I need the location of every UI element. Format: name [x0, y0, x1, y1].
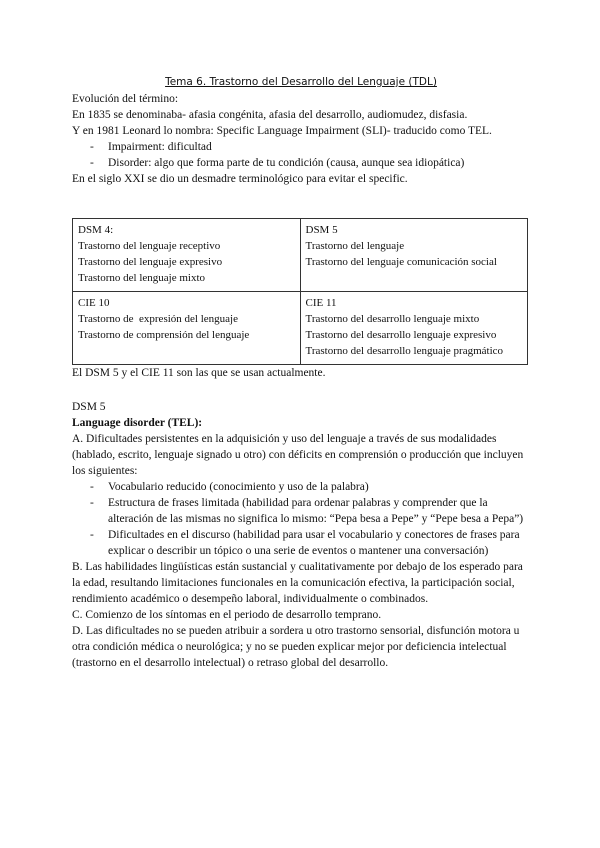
list-item: - Vocabulario reducido (conocimiento y uso de la palabra): [108, 479, 530, 495]
cell-title: DSM 4:: [78, 224, 114, 236]
criterion-c: C. Comienzo de los síntomas en el periodo de desarrollo temprano.: [72, 609, 382, 621]
document-page: [72, 74, 530, 671]
cell-line: Trastorno del lenguaje expresivo: [78, 256, 223, 268]
table-note: El DSM 5 y el CIE 11 son las que se usan actualmente.: [72, 367, 326, 379]
section-subheading: Language disorder (TEL):: [72, 417, 203, 429]
cell-line: Trastorno de expresión del lenguaje: [78, 313, 238, 325]
cell-title: CIE 10: [78, 297, 110, 309]
section-heading: DSM 5: [72, 401, 106, 413]
intro-line-3: En el siglo XXI se dio un desmadre terminológico para evitar el specific.: [72, 173, 408, 185]
cell-title: DSM 5: [305, 224, 338, 236]
table-cell-cie11: [300, 292, 528, 365]
cell-line: Trastorno del lenguaje comunicación social: [305, 256, 497, 268]
table-cell-dsm5: [300, 219, 528, 292]
cell-line: Trastorno del lenguaje mixto: [78, 272, 205, 284]
table-cell-cie10: [73, 292, 301, 365]
list-item: - Disorder: algo que forma parte de tu condición (causa, aunque sea idiopática): [108, 155, 530, 171]
intro-bullet-list: [72, 139, 530, 171]
intro-heading: Evolución del término:: [72, 93, 179, 105]
classification-table: [72, 218, 528, 365]
cell-line: Trastorno del desarrollo lenguaje mixto: [305, 313, 480, 325]
cell-line: Trastorno del lenguaje: [305, 240, 405, 252]
criterion-a-list: [72, 479, 530, 559]
criterion-b: B. Las habilidades lingüísticas están sustancial y cualitativamente por debajo de los esperado para la edad, resultando limitaciones funcionales en la comunicación efectiva, la participación social, rendimiento académico o desempeño laboral, individualmente o combinados.: [72, 561, 523, 605]
intro-line-2: Y en 1981 Leonard lo nombra: Specific Language Impairment (SLI)- traducido como TEL.: [72, 125, 492, 137]
list-item: - Estructura de frases limitada (habilidad para ordenar palabras y comprender que la alteración de las mismas no significa lo mismo: “Pepa besa a Pepe” y “Pepe besa a Pepa”): [108, 495, 530, 527]
cell-line: Trastorno del desarrollo lenguaje expresivo: [305, 329, 497, 341]
cell-line: Trastorno de comprensión del lenguaje: [78, 329, 250, 341]
criterion-a: A. Dificultades persistentes en la adquisición y uso del lenguaje a través de sus modalidades (hablado, escrito, lenguaje signado u otro) con déficits en comprensión o producción que incluyen los siguientes:: [72, 433, 524, 477]
list-item: - Impairment: dificultad: [108, 139, 530, 155]
list-item: - Dificultades en el discurso (habilidad para usar el vocabulario y conectores de frases para explicar o describir un tópico o una serie de eventos o mantener una conversación): [108, 527, 530, 559]
document-title: Tema 6. Trastorno del Desarrollo del Lenguaje (TDL): [165, 76, 437, 88]
cell-title: CIE 11: [305, 297, 337, 309]
intro-line-1: En 1835 se denominaba- afasia congénita, afasia del desarrollo, audiomudez, disfasia.: [72, 109, 468, 121]
cell-line: Trastorno del lenguaje receptivo: [78, 240, 221, 252]
cell-line: Trastorno del desarrollo lenguaje pragmático: [305, 345, 504, 357]
table-cell-dsm4: [73, 219, 301, 292]
criterion-d: D. Las dificultades no se pueden atribuir a sordera u otro trastorno sensorial, disfunción motora u otra condición médica o neurológica; y no se pueden explicar mejor por deficiencia intelectual (trastorno en el desarrollo intelectual) o retraso global del desarrollo.: [72, 625, 520, 669]
